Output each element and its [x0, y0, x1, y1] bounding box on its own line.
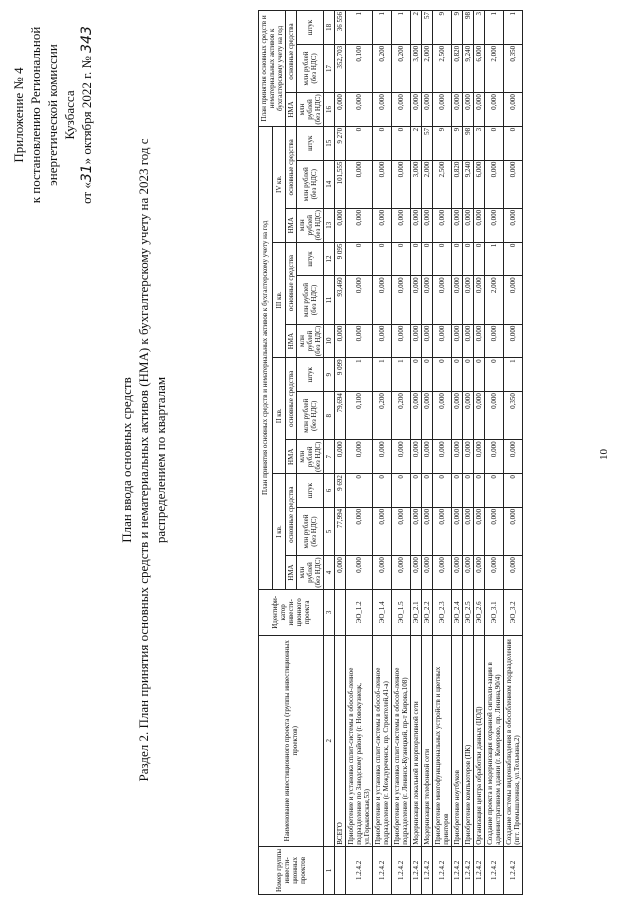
column-number: 12 — [324, 242, 335, 276]
cell-nma-value: 0,000 — [485, 440, 504, 474]
column-number: 8 — [324, 392, 335, 440]
cell-nma-value: 0,000 — [452, 93, 463, 127]
cell-project-id: ЭО_1.4 — [373, 589, 392, 635]
cell-nma-value: 0,000 — [392, 93, 411, 127]
cell-os-value: 0,000 — [422, 507, 433, 555]
cell-nma-value: 0,000 — [422, 440, 433, 474]
cell-os-value: 3,000 — [411, 160, 422, 208]
cell-os-count: 0 — [474, 474, 485, 508]
header-os-pcs: штук — [297, 126, 324, 160]
header-os-pcs: штук — [297, 474, 324, 508]
cell-os-count: 1 — [373, 11, 392, 45]
cell-project-name: Приобретение многофункциональных устройств и цветных принтеров — [433, 635, 452, 846]
cell-nma-value: 0,000 — [392, 324, 411, 358]
cell-group — [335, 846, 346, 894]
column-number: 11 — [324, 276, 335, 324]
cell-os-value: 0,000 — [485, 507, 504, 555]
cell-os-value: 0,000 — [346, 276, 373, 324]
cell-os-count: 0 — [373, 126, 392, 160]
cell-project-id: ЭО_2.4 — [452, 589, 463, 635]
date-day: 31 — [79, 164, 95, 183]
cell-os-count: 1 — [346, 11, 373, 45]
cell-nma-value: 0,000 — [433, 440, 452, 474]
cell-os-value: 0,000 — [392, 507, 411, 555]
header-plan-group: План принятия основных средств и нематериальных активов к бухгалтерскому учету на год — [259, 126, 273, 589]
cell-nma-value: 0,000 — [485, 208, 504, 242]
column-number: 7 — [324, 440, 335, 474]
cell-project-id: ЭО_2.2 — [422, 589, 433, 635]
cell-os-value: 0,000 — [422, 392, 433, 440]
cell-os-count: 2 — [411, 11, 422, 45]
cell-os-count: 3 — [474, 126, 485, 160]
cell-os-value: 0,000 — [485, 392, 504, 440]
cell-project-name: Создание проекта и модернизация охранной сигнали-зации в административном здании (г. Кемерово, пр. Ленина,90/4) — [485, 635, 504, 846]
cell-group: 1.2.4.2 — [433, 846, 452, 894]
plan-table — [258, 10, 523, 895]
cell-os-value: 0,000 — [433, 507, 452, 555]
cell-nma-value: 0,000 — [411, 93, 422, 127]
cell-nma-value: 0,000 — [335, 556, 346, 590]
header-os-pcs: штук — [297, 358, 324, 392]
cell-os-value: 0,200 — [392, 392, 411, 440]
cell-os-count: 0 — [422, 358, 433, 392]
cell-os-count: 0 — [411, 242, 422, 276]
cell-os-count: 0 — [463, 242, 474, 276]
cell-nma-value: 0,000 — [504, 208, 523, 242]
cell-os-count: 1 — [485, 11, 504, 45]
cell-group: 1.2.4.2 — [452, 846, 463, 894]
header-q3: III кв. — [272, 242, 286, 358]
header-nma: НМА — [286, 440, 297, 474]
table-row — [346, 11, 373, 895]
column-number: 10 — [324, 324, 335, 358]
cell-os-count: 0 — [392, 242, 411, 276]
decree-number: 343 — [79, 26, 95, 53]
cell-os-count: 1 — [346, 358, 373, 392]
approval-block — [10, 15, 96, 215]
cell-nma-value: 0,000 — [463, 208, 474, 242]
cell-os-count: 0 — [433, 242, 452, 276]
cell-project-name: Модернизация телефонной сети — [422, 635, 433, 846]
cell-os-count: 9 692 — [335, 474, 346, 508]
table-row — [411, 11, 422, 895]
cell-nma-value: 0,000 — [504, 440, 523, 474]
cell-os-value: 93,460 — [335, 276, 346, 324]
cell-os-count: 1 — [373, 358, 392, 392]
header-os-rub: млн рублей (без НДС) — [297, 507, 324, 555]
cell-nma-value: 0,000 — [485, 93, 504, 127]
cell-nma-value: 0,000 — [485, 556, 504, 590]
cell-os-count: 1 — [485, 242, 504, 276]
cell-nma-value: 0,000 — [474, 208, 485, 242]
table-row — [392, 11, 411, 895]
cell-group: 1.2.4.2 — [463, 846, 474, 894]
cell-nma-value: 0,000 — [373, 208, 392, 242]
header-os-pcs: штук — [297, 11, 324, 45]
cell-os-count: 0 — [485, 358, 504, 392]
cell-os-value: 0,000 — [433, 392, 452, 440]
cell-os-count: 0 — [452, 474, 463, 508]
cell-group: 1.2.4.2 — [485, 846, 504, 894]
header-os: основные средства — [286, 126, 297, 208]
page-number: 10 — [598, 449, 610, 460]
cell-os-count: 1 — [392, 358, 411, 392]
approval-line-3: энергетической комиссии — [45, 44, 60, 186]
cell-os-count: 0 — [452, 358, 463, 392]
cell-nma-value: 0,000 — [474, 324, 485, 358]
header-q4: IV кв. — [272, 126, 286, 242]
column-number: 15 — [324, 126, 335, 160]
cell-project-name: Создание системы видеонаблюдения в обособленном подразделении (пгт. Промышленная, ул.Тельмана,2) — [504, 635, 523, 846]
cell-os-value: 0,000 — [474, 276, 485, 324]
table-row — [433, 11, 452, 895]
cell-os-value: 79,694 — [335, 392, 346, 440]
cell-project-name: Модернизация локальной и корпоративной сети — [411, 635, 422, 846]
cell-os-value: 77,994 — [335, 507, 346, 555]
column-number: 4 — [324, 556, 335, 590]
date-prefix: от « — [79, 182, 94, 204]
cell-os-value: 6,000 — [474, 160, 485, 208]
cell-os-value: 2,000 — [485, 276, 504, 324]
cell-nma-value: 0,000 — [346, 556, 373, 590]
cell-os-value: 0,200 — [373, 44, 392, 92]
cell-os-value: 0,100 — [346, 44, 373, 92]
cell-os-count: 2 — [411, 126, 422, 160]
cell-os-count: 3 — [474, 11, 485, 45]
cell-project-id: ЭО_2.3 — [433, 589, 452, 635]
header-nma-unit: млн рублей (без НДС) — [298, 557, 322, 588]
header-nma-unit: млн рублей (без НДС) — [298, 94, 322, 125]
cell-os-value: 0,000 — [463, 507, 474, 555]
cell-group: 1.2.4.2 — [411, 846, 422, 894]
cell-nma-value: 0,000 — [504, 93, 523, 127]
cell-os-value: 0,200 — [392, 44, 411, 92]
cell-os-value: 0,000 — [392, 160, 411, 208]
document-title: План ввода основных средств — [119, 377, 134, 543]
cell-os-value: 2,000 — [485, 44, 504, 92]
cell-project-name: Организация центра обработки данных (ЦОД) — [474, 635, 485, 846]
cell-nma-value: 0,000 — [422, 556, 433, 590]
header-nma-unit: млн рублей (без НДС) — [298, 441, 322, 472]
cell-os-value: 0,000 — [452, 507, 463, 555]
cell-nma-value: 0,000 — [422, 93, 433, 127]
cell-os-count: 0 — [452, 242, 463, 276]
cell-group: 1.2.4.2 — [504, 846, 523, 894]
cell-os-count: 0 — [433, 358, 452, 392]
cell-os-value: 0,100 — [346, 392, 373, 440]
cell-os-value: 0,000 — [346, 160, 373, 208]
column-number: 14 — [324, 160, 335, 208]
cell-project-id: ЭО_3.1 — [485, 589, 504, 635]
cell-os-value: 0,350 — [504, 392, 523, 440]
cell-os-count: 0 — [463, 358, 474, 392]
cell-group: 1.2.4.2 — [373, 846, 392, 894]
cell-os-value: 0,000 — [346, 507, 373, 555]
cell-nma-value: 0,000 — [504, 324, 523, 358]
cell-os-count: 0 — [433, 474, 452, 508]
cell-os-count: 98 — [463, 126, 474, 160]
cell-project-name: Приобретение и установка сплит-системы в обособ-ленное подразделение (г. Междуреченск, пр. Строителей,41-а) — [373, 635, 392, 846]
cell-os-value: 0,000 — [422, 276, 433, 324]
cell-os-value: 0,000 — [392, 276, 411, 324]
cell-os-count: 0 — [504, 242, 523, 276]
cell-os-count: 0 — [463, 474, 474, 508]
cell-project-name: Приобретение компьютеров (ПК) — [463, 635, 474, 846]
cell-project-id: ЭО_1.2 — [346, 589, 373, 635]
cell-os-count: 0 — [346, 126, 373, 160]
cell-nma-value: 0,000 — [411, 556, 422, 590]
header-os: основные средства — [286, 474, 297, 556]
header-nma: НМА — [286, 324, 297, 358]
table-row — [504, 11, 523, 895]
header-os-rub: млн рублей (без НДС) — [297, 392, 324, 440]
cell-nma-value: 0,000 — [452, 440, 463, 474]
cell-os-value: 6,000 — [474, 44, 485, 92]
cell-os-count: 0 — [373, 242, 392, 276]
cell-project-name: ВСЕГО — [335, 635, 346, 846]
cell-group: 1.2.4.2 — [422, 846, 433, 894]
cell-os-value: 9,240 — [463, 44, 474, 92]
cell-os-count: 0 — [474, 358, 485, 392]
cell-os-count: 36 556 — [335, 11, 346, 45]
cell-os-count: 0 — [392, 126, 411, 160]
table-row — [485, 11, 504, 895]
cell-os-value: 0,000 — [504, 276, 523, 324]
cell-group: 1.2.4.2 — [474, 846, 485, 894]
cell-os-count: 1 — [504, 358, 523, 392]
cell-group: 1.2.4.2 — [392, 846, 411, 894]
cell-nma-value: 0,000 — [411, 208, 422, 242]
column-number: 3 — [324, 589, 335, 635]
cell-project-id: ЭО_2.6 — [474, 589, 485, 635]
cell-os-value: 0,000 — [504, 160, 523, 208]
table-row — [463, 11, 474, 895]
cell-os-count: 0 — [392, 474, 411, 508]
header-year: План принятия основных средств и нематериальных активов к бухгалтерскому учету на год — [259, 11, 286, 127]
cell-os-value: 0,000 — [504, 507, 523, 555]
cell-os-value: 0,000 — [463, 392, 474, 440]
header-os: основные средства — [286, 358, 297, 440]
cell-os-count: 9 095 — [335, 242, 346, 276]
column-number: 18 — [324, 11, 335, 45]
approval-line-1: Приложение № 4 — [11, 67, 26, 163]
cell-os-count: 0 — [485, 474, 504, 508]
cell-os-value: 0,350 — [504, 44, 523, 92]
cell-nma-value: 0,000 — [335, 440, 346, 474]
cell-nma-value: 0,000 — [373, 324, 392, 358]
cell-project-id: ЭО_2.1 — [411, 589, 422, 635]
cell-nma-value: 0,000 — [474, 556, 485, 590]
cell-os-count: 0 — [504, 474, 523, 508]
header-nma-unit: млн рублей (без НДС) — [298, 210, 322, 241]
header-q1: I кв. — [272, 474, 286, 590]
header-os: основные средства — [286, 11, 297, 93]
date-mid: » октября 2022 г. № — [79, 56, 94, 165]
cell-os-value: 0,000 — [463, 276, 474, 324]
table-header — [259, 11, 335, 895]
cell-os-value: 0,200 — [373, 392, 392, 440]
cell-project-name: Приобретение ноутбуков — [452, 635, 463, 846]
cell-nma-value: 0,000 — [433, 556, 452, 590]
cell-os-value: 101,555 — [335, 160, 346, 208]
cell-project-name: Приобретение и установка сплит-системы в обособ-ленное подразделение (г. Ленинск-Кузнецкий, пр-т Кирова,108) — [392, 635, 411, 846]
approval-line-4: Кузбасса — [62, 90, 77, 140]
cell-nma-value: 0,000 — [463, 324, 474, 358]
column-number: 6 — [324, 474, 335, 508]
cell-nma-value: 0,000 — [346, 440, 373, 474]
cell-os-count: 9 — [433, 11, 452, 45]
cell-nma-value: 0,000 — [411, 324, 422, 358]
cell-os-value: 0,000 — [485, 160, 504, 208]
cell-os-count: 1 — [392, 11, 411, 45]
table-body — [335, 11, 523, 895]
header-nma: НМА — [286, 93, 297, 127]
column-number: 2 — [324, 635, 335, 846]
header-os-pcs: штук — [297, 242, 324, 276]
cell-os-count: 9 — [452, 11, 463, 45]
cell-project-name: Приобретение и установка сплит-системы в обособ-ленное подразделение по Заводскому району (г. Новокузнецк, ул.Горьковская,53) — [346, 635, 373, 846]
cell-os-count: 9 270 — [335, 126, 346, 160]
cell-os-count: 0 — [422, 474, 433, 508]
cell-nma-value: 0,000 — [433, 208, 452, 242]
header-os: основные средства — [286, 242, 297, 324]
cell-nma-value: 0,000 — [335, 324, 346, 358]
cell-nma-value: 0,000 — [392, 556, 411, 590]
cell-nma-value: 0,000 — [452, 324, 463, 358]
cell-os-count: 0 — [485, 126, 504, 160]
cell-os-count: 9 099 — [335, 358, 346, 392]
table-row — [335, 11, 346, 895]
cell-os-value: 0,000 — [474, 507, 485, 555]
header-os-rub: млн рублей (без НДС) — [297, 160, 324, 208]
cell-os-value: 0,000 — [373, 276, 392, 324]
approval-line-2: к постановлению Региональной — [28, 26, 43, 204]
cell-nma-value: 0,000 — [452, 556, 463, 590]
cell-os-count: 0 — [474, 242, 485, 276]
column-number: 5 — [324, 507, 335, 555]
cell-nma-value: 0,000 — [463, 556, 474, 590]
cell-group: 1.2.4.2 — [346, 846, 373, 894]
titles-block — [118, 115, 169, 805]
column-number: 1 — [324, 846, 335, 894]
table-row — [452, 11, 463, 895]
table-row — [373, 11, 392, 895]
cell-nma-value: 0,000 — [373, 440, 392, 474]
cell-os-count: 98 — [463, 11, 474, 45]
section-title: Раздел 2. План принятия основных средств и нематериальных активов (НМА) к бухгалтерскому учету на 2023 год с распределением по кварталам — [136, 138, 168, 782]
cell-os-count: 9 — [452, 126, 463, 160]
cell-project-id: ЭО_3.2 — [504, 589, 523, 635]
header-name: Наименование инвестиционного проекта (группы инвестиционных проектов) — [259, 635, 324, 846]
header-group: Номер группы инвести-ционных проектов — [259, 846, 324, 894]
cell-os-value: 352,703 — [335, 44, 346, 92]
cell-nma-value: 0,000 — [373, 93, 392, 127]
approval-date — [78, 15, 96, 215]
cell-os-count: 0 — [373, 474, 392, 508]
cell-os-value: 0,000 — [373, 507, 392, 555]
cell-nma-value: 0,000 — [422, 208, 433, 242]
cell-os-value: 3,000 — [411, 44, 422, 92]
header-id: Идентифи-катор инвести-ционного проекта — [259, 589, 324, 635]
cell-nma-value: 0,000 — [485, 324, 504, 358]
cell-nma-value: 0,000 — [346, 93, 373, 127]
cell-nma-value: 0,000 — [463, 93, 474, 127]
header-os-rub: млн рублей (без НДС) — [297, 44, 324, 92]
cell-nma-value: 0,000 — [392, 440, 411, 474]
header-nma-unit: млн рублей (без НДС) — [298, 325, 322, 357]
header-nma: НМА — [286, 208, 297, 242]
column-number: 13 — [324, 208, 335, 242]
cell-os-value: 0,000 — [373, 160, 392, 208]
cell-os-count: 0 — [346, 242, 373, 276]
table-row — [422, 11, 433, 895]
cell-os-count: 1 — [504, 11, 523, 45]
cell-nma-value: 0,000 — [433, 93, 452, 127]
cell-os-count: 0 — [504, 126, 523, 160]
cell-nma-value: 0,000 — [474, 440, 485, 474]
cell-os-count: 0 — [411, 358, 422, 392]
cell-nma-value: 0,000 — [335, 93, 346, 127]
cell-nma-value: 0,000 — [411, 440, 422, 474]
cell-nma-value: 0,000 — [346, 324, 373, 358]
cell-nma-value: 0,000 — [392, 208, 411, 242]
column-number: 9 — [324, 358, 335, 392]
cell-nma-value: 0,000 — [335, 208, 346, 242]
header-q2: II кв. — [272, 358, 286, 474]
cell-os-value: 2,000 — [422, 160, 433, 208]
cell-nma-value: 0,000 — [463, 440, 474, 474]
cell-os-value: 0,000 — [433, 276, 452, 324]
cell-nma-value: 0,000 — [504, 556, 523, 590]
cell-os-count: 57 — [422, 11, 433, 45]
cell-os-value: 0,000 — [474, 392, 485, 440]
cell-os-count: 0 — [422, 242, 433, 276]
cell-os-count: 9 — [433, 126, 452, 160]
cell-os-count: 0 — [346, 474, 373, 508]
column-number: 17 — [324, 44, 335, 92]
cell-os-value: 0,000 — [411, 392, 422, 440]
header-os-rub: млн рублей (без НДС) — [297, 276, 324, 324]
cell-os-value: 2,000 — [422, 44, 433, 92]
cell-project-id — [335, 589, 346, 635]
cell-nma-value: 0,000 — [452, 208, 463, 242]
cell-os-value: 0,000 — [411, 276, 422, 324]
cell-nma-value: 0,000 — [433, 324, 452, 358]
cell-os-value: 2,500 — [433, 160, 452, 208]
cell-os-value: 0,000 — [411, 507, 422, 555]
cell-project-id: ЭО_1.5 — [392, 589, 411, 635]
cell-os-value: 0,000 — [452, 276, 463, 324]
column-numbers-row — [324, 11, 335, 895]
cell-os-value: 0,820 — [452, 44, 463, 92]
cell-nma-value: 0,000 — [373, 556, 392, 590]
cell-os-value: 2,500 — [433, 44, 452, 92]
cell-os-value: 0,000 — [452, 392, 463, 440]
column-number: 16 — [324, 93, 335, 127]
cell-os-count: 0 — [411, 474, 422, 508]
cell-project-id: ЭО_2.5 — [463, 589, 474, 635]
cell-nma-value: 0,000 — [346, 208, 373, 242]
header-nma: НМА — [286, 556, 297, 590]
cell-os-value: 9,240 — [463, 160, 474, 208]
table-row — [474, 11, 485, 895]
cell-os-count: 57 — [422, 126, 433, 160]
cell-os-value: 0,820 — [452, 160, 463, 208]
cell-nma-value: 0,000 — [474, 93, 485, 127]
cell-nma-value: 0,000 — [422, 324, 433, 358]
